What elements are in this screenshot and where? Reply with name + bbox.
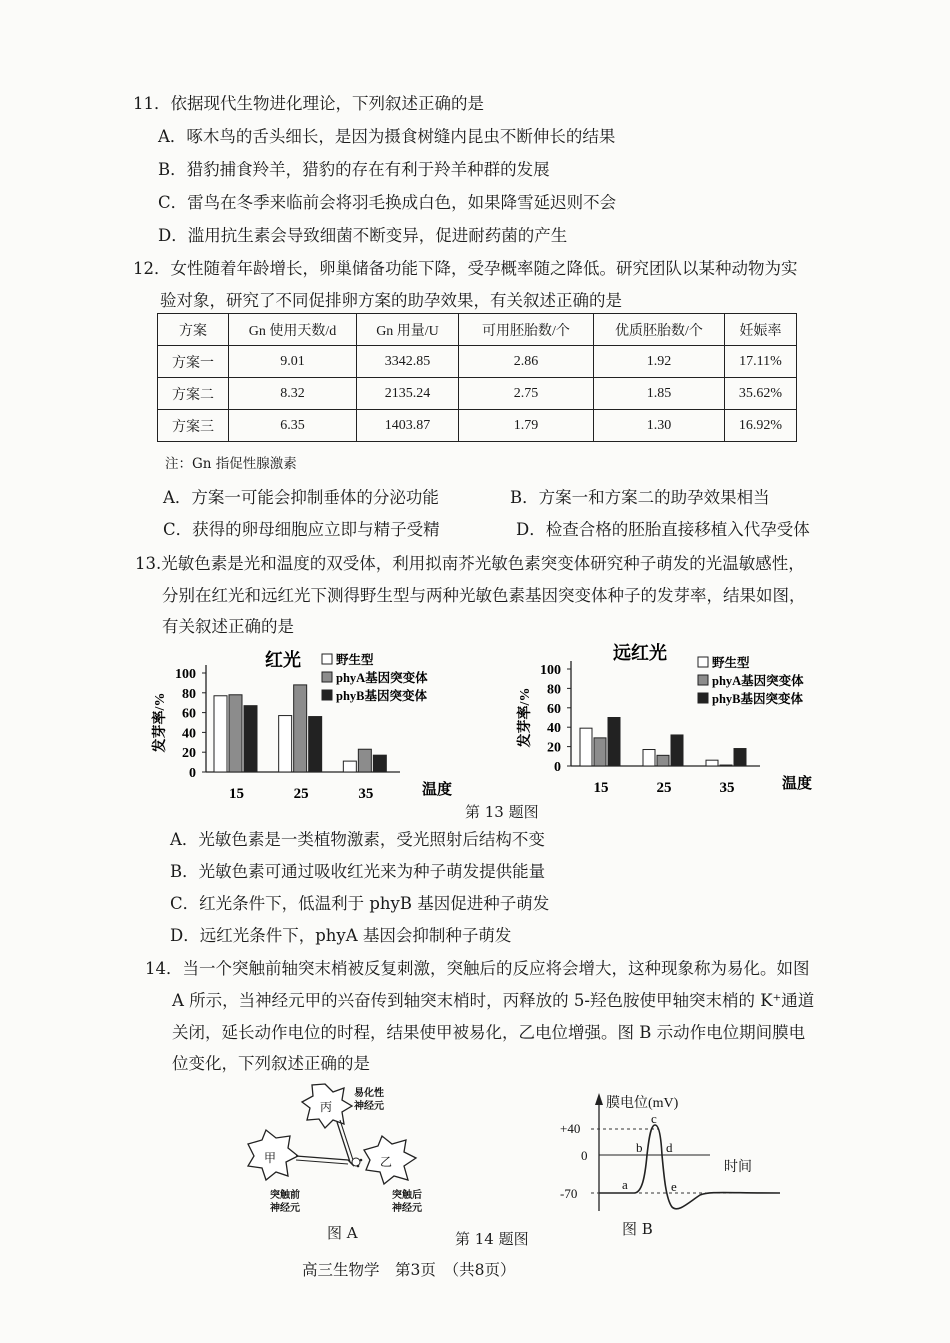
tick-minus70: -70 <box>560 1186 578 1201</box>
figure-a-neurons <box>240 1080 460 1240</box>
point-e: e <box>671 1179 677 1194</box>
post-neuron-desc-2: 神经元 <box>392 1203 422 1214</box>
q13-stem-line2: 分别在红光和远红光下测得野生型与两种光敏色素基因突变体种子的发芽率，结果如图， <box>162 586 806 605</box>
table-cell: 方案二 <box>158 378 229 410</box>
neuron-bing-desc-1: 易化性 <box>354 1088 384 1099</box>
table-header-cell: Gn 用量/U <box>357 314 459 346</box>
neuron-bing-label: 丙 <box>320 1100 333 1114</box>
bar-1-0 <box>279 716 292 772</box>
table-cell: 6.35 <box>229 410 357 442</box>
far-red-light-bar-chart <box>505 635 835 805</box>
legend-label: 野生型 <box>336 653 374 667</box>
table-cell: 17.11% <box>725 346 797 378</box>
bar-0-2 <box>608 718 620 767</box>
legend-swatch <box>322 654 332 664</box>
q13-option-b: B．光敏色素可通过吸收红光来为种子萌发提供能量 <box>170 862 546 881</box>
table-cell: 8.32 <box>229 378 357 410</box>
synapse-terminal <box>352 1158 360 1166</box>
bar-1-0 <box>643 750 655 766</box>
chart-title: 远红光 <box>613 643 667 663</box>
y-tick-label: 60 <box>547 701 561 717</box>
chart-title: 红光 <box>265 650 301 670</box>
x-tick-label: 15 <box>229 786 244 802</box>
page-footer: 高三生物学 第3页 （共8页） <box>302 1261 516 1279</box>
q11-option-d: D．滥用抗生素会导致细菌不断变异，促进耐药菌的产生 <box>158 226 568 245</box>
y-axis-label: 膜电位(mV) <box>606 1096 679 1111</box>
q14-stem-line2: A 所示，当神经元甲的兴奋传到轴突末梢时，丙释放的 5-羟色胺使甲轴突末梢的 K⁺通道 <box>172 991 815 1010</box>
q11-stem: 11．依据现代生物进化理论，下列叙述正确的是 <box>133 94 484 113</box>
legend-swatch <box>698 657 708 667</box>
y-tick-label: 80 <box>182 686 196 702</box>
table-header-cell: 妊娠率 <box>725 314 797 346</box>
y-tick-label: 20 <box>547 740 561 756</box>
table-cell: 9.01 <box>229 346 357 378</box>
legend-label: phyA基因突变体 <box>712 674 804 688</box>
bar-2-2 <box>373 755 386 772</box>
table-cell: 1403.87 <box>357 410 459 442</box>
figure-b-action-potential <box>550 1085 790 1220</box>
legend-label: 野生型 <box>712 656 750 670</box>
q13-option-d: D．远红光条件下，phyA 基因会抑制种子萌发 <box>170 926 512 945</box>
legend-swatch <box>698 675 708 685</box>
x-axis-label: 温度 <box>782 776 813 792</box>
bar-1-1 <box>657 755 669 766</box>
y-tick-label: 100 <box>175 667 196 682</box>
point-d: d <box>666 1140 673 1155</box>
point-a: a <box>622 1177 628 1192</box>
pre-neuron-desc-2: 神经元 <box>270 1203 300 1214</box>
y-tick-label: 80 <box>547 682 561 698</box>
q11-option-b: B．猎豹捕食羚羊，猎豹的存在有利于羚羊种群的发展 <box>158 160 550 179</box>
x-axis-label: 温度 <box>422 782 453 798</box>
table-row <box>158 378 797 410</box>
neuron-jia-axon-2 <box>296 1160 348 1164</box>
post-neuron-desc-1: 突触后 <box>392 1190 422 1201</box>
legend-label: phyB基因突变体 <box>336 689 427 703</box>
y-tick-label: 40 <box>547 721 561 737</box>
q13-figure-caption: 第 13 题图 <box>465 803 539 821</box>
q12-stem-line2: 验对象，研究了不同促排卵方案的助孕效果，有关叙述正确的是 <box>160 291 622 310</box>
y-tick-label: 20 <box>182 746 196 762</box>
legend-swatch <box>322 672 332 682</box>
x-tick-label: 35 <box>719 780 735 796</box>
q14-stem-line4: 位变化，下列叙述正确的是 <box>172 1054 370 1073</box>
table-cell: 3342.85 <box>357 346 459 378</box>
legend-label: phyB基因突变体 <box>712 692 803 706</box>
bar-0-1 <box>594 738 606 766</box>
bar-2-0 <box>343 761 356 772</box>
q11-option-c: C．雷鸟在冬季来临前会将羽毛换成白色，如果降雪延迟则不会 <box>158 193 617 212</box>
bar-0-0 <box>214 696 227 772</box>
bar-1-1 <box>294 685 307 772</box>
q14-stem-line3: 关闭，延长动作电位的时程，结果使甲被易化，乙电位增强。图 B 示动作电位期间膜电 <box>172 1023 806 1042</box>
table-cell: 1.30 <box>594 410 725 442</box>
bar-0-1 <box>229 695 242 772</box>
tick-zero: 0 <box>581 1148 588 1163</box>
x-tick-label: 35 <box>358 786 374 802</box>
q13-stem-line1: 13.光敏色素是光和温度的双受体，利用拟南芥光敏色素突变体研究种子萌发的光温敏感性， <box>135 554 805 573</box>
q12-stem-line1: 12．女性随着年龄增长，卵巢储备功能下降，受孕概率随之降低。研究团队以某种动物为实 <box>133 259 798 278</box>
neuron-bing-desc-2: 神经元 <box>354 1101 384 1112</box>
bar-2-1 <box>358 749 371 772</box>
q12-option-d: D．检查合格的胚胎直接移植入代孕受体 <box>516 520 810 539</box>
x-axis-label: 时间 <box>724 1160 752 1175</box>
table-row <box>158 410 797 442</box>
table-cell: 方案一 <box>158 346 229 378</box>
x-tick-label: 15 <box>593 780 609 796</box>
red-light-bar-chart <box>140 640 470 810</box>
table-header-cell: 方案 <box>158 314 229 346</box>
table-header-cell: 优质胚胎数/个 <box>594 314 725 346</box>
q11-option-a: A．啄木鸟的舌头细长，是因为摄食树缝内昆虫不断伸长的结果 <box>158 127 616 146</box>
neuron-jia-label: 甲 <box>264 1151 277 1165</box>
y-tick-label: 100 <box>540 663 561 678</box>
bar-2-2 <box>734 749 746 766</box>
q14-stem-line1: 14．当一个突触前轴突末梢被反复刺激，突触后的反应将会增大，这种现象称为易化。如图 <box>145 959 810 978</box>
y-axis-label: 发芽率/% <box>518 687 533 748</box>
table-cell: 16.92% <box>725 410 797 442</box>
table-row <box>158 346 797 378</box>
bar-2-0 <box>706 760 718 766</box>
y-tick-label: 40 <box>182 726 196 742</box>
y-tick-label: 0 <box>554 760 561 775</box>
x-tick-label: 25 <box>656 780 672 796</box>
q12-table <box>157 313 797 442</box>
table-header-cell: Gn 使用天数/d <box>229 314 357 346</box>
q13-option-a: A．光敏色素是一类植物激素，受光照射后结构不变 <box>170 830 545 849</box>
q13-stem-line3: 有关叙述正确的是 <box>162 617 294 636</box>
q13-option-c: C．红光条件下，低温利于 phyB 基因促进种子萌发 <box>170 894 550 913</box>
figure-b-caption: 图 B <box>622 1220 653 1238</box>
legend-label: phyA基因突变体 <box>336 671 428 685</box>
y-axis-label: 发芽率/% <box>153 692 168 753</box>
q14-figure-caption: 第 14 题图 <box>455 1230 529 1248</box>
table-cell: 1.85 <box>594 378 725 410</box>
q12-option-b: B．方案一和方案二的助孕效果相当 <box>510 488 770 507</box>
table-cell: 方案三 <box>158 410 229 442</box>
membrane-potential-curve <box>599 1125 780 1209</box>
bar-0-0 <box>580 728 592 766</box>
bar-2-1 <box>720 765 732 766</box>
table-cell: 1.79 <box>459 410 594 442</box>
bar-1-2 <box>671 735 683 766</box>
neuron-bing-axon-2 <box>340 1120 353 1160</box>
bar-0-2 <box>244 706 257 772</box>
synapse-vesicle <box>357 1165 360 1168</box>
y-axis-arrow <box>595 1093 603 1105</box>
point-c: c <box>651 1111 657 1126</box>
tick-plus40: +40 <box>560 1121 581 1136</box>
table-header-row <box>158 314 797 346</box>
q12-option-c: C．获得的卵母细胞应立即与精子受精 <box>163 520 440 539</box>
table-header-cell: 可用胚胎数/个 <box>459 314 594 346</box>
table-cell: 2.75 <box>459 378 594 410</box>
figure-a-caption: 图 A <box>327 1224 358 1242</box>
table-cell: 2135.24 <box>357 378 459 410</box>
table-cell: 2.86 <box>459 346 594 378</box>
y-tick-label: 60 <box>182 706 196 722</box>
pre-neuron-desc-1: 突触前 <box>270 1190 300 1201</box>
bar-1-2 <box>309 717 322 772</box>
x-tick-label: 25 <box>293 786 309 802</box>
synapse-vesicle <box>360 1159 363 1162</box>
table-cell: 35.62% <box>725 378 797 410</box>
y-tick-label: 0 <box>189 766 196 781</box>
legend-swatch <box>322 690 332 700</box>
legend-swatch <box>698 693 708 703</box>
point-b: b <box>636 1140 643 1155</box>
q12-option-a: A．方案一可能会抑制垂体的分泌功能 <box>163 488 439 507</box>
neuron-yi-label: 乙 <box>380 1155 393 1169</box>
table-cell: 1.92 <box>594 346 725 378</box>
q12-table-note: 注：Gn 指促性腺激素 <box>165 456 297 472</box>
